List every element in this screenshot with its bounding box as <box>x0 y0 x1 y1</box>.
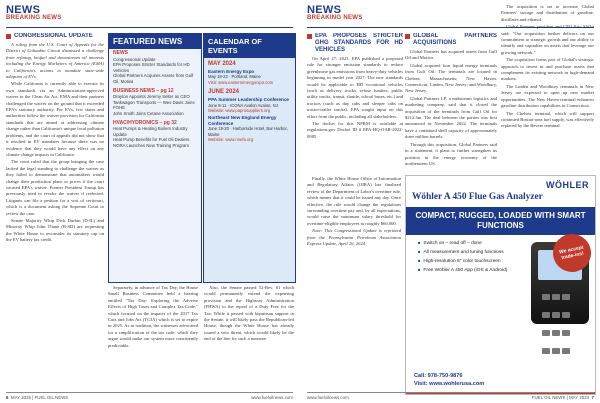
ad-feature: ■ Free Wöhler A 450 App (iOS & Android) <box>418 266 595 275</box>
event-name: PPA Summer Leadership Conference <box>208 97 289 103</box>
headline-bullet-icon <box>6 34 11 39</box>
global-partners-article <box>405 33 497 173</box>
bottom-column <box>108 285 198 350</box>
article-paragraph: Global Partners LP, a midstream logistics and marketing company, said that it closed the acquisition of the terminals from Gulf Oil for $212.3m. The deal between the parties was first announced in November 2022. The terminals have a combined shell capacity of approximately three million barrels. <box>405 95 497 140</box>
article-paragraph: The acquisition forms part of Global's strategic approach to invest in and purchase assets that complement its existing network in high-demand markets. <box>501 57 594 82</box>
footer-publication: FUEL OIL NEWS <box>34 395 69 400</box>
ad-feature: ■ All measurement and tuning functions <box>418 248 595 257</box>
wohler-logo: WÖHLER <box>546 180 589 190</box>
right-page-header <box>307 4 363 21</box>
article-paragraph: The acquisition is set to increase Global Partners' storage and distribution of gasoline, distillates and ethanol. <box>501 4 594 22</box>
left-page-header <box>6 4 62 21</box>
footer-url[interactable]: www.fueloilnews.com <box>307 395 349 400</box>
section-title: NEWS <box>6 4 41 16</box>
featured-item[interactable]: John Smith Joins Cetane Association <box>113 110 184 116</box>
subsection-title: BREAKING NEWS <box>6 15 62 21</box>
featured-item[interactable]: Global Partners Acquires Assets from Gulf Oil, Motiva <box>113 73 194 84</box>
wohler-advertisement[interactable] <box>405 175 596 395</box>
footer-date: MAY 2024 <box>568 395 590 400</box>
page-number: 6 <box>6 395 9 400</box>
article-paragraph: A ruling from the U.S. Court of Appeals for the District of Columbia Circuit dismissed a challenge from refining, biofuel and downstream oil interests including the Energy Marketers of America (EMA) to California's actions to mandate state-wide adoption of EVs. <box>6 42 104 80</box>
featured-hvac-section <box>109 119 201 151</box>
calendar-month: JUNE 2024 <box>208 89 240 96</box>
epa-article <box>307 33 403 173</box>
global-partners-continued <box>501 4 594 172</box>
article-note: Note: This Congressional Update is reprinted from the Pennsylvania Petroleum Association Express Update, April 16, 2024. <box>307 228 401 247</box>
calendar-event <box>204 96 295 114</box>
featured-item[interactable]: Drayton Appoints Jeremy Selter as CEO <box>113 94 190 100</box>
device-keypad <box>541 288 579 314</box>
featured-item[interactable]: Tankwagon Transports — Wes Davis Joins FOHE <box>113 99 195 111</box>
featured-news-title: FEATURED NEWS <box>109 34 201 49</box>
headline-bullet-icon <box>405 34 410 39</box>
event-link[interactable]: Website: www.nnefa.org <box>208 137 254 143</box>
event-name: Eastern Energy Expo <box>208 69 255 74</box>
article-paragraph: Global Partners president and CEO Eric Slifka said: "Our acquisition further delivers on our commitment to strategic growth and our ability to identify and capitalize on assets that leverage our growing network." <box>501 24 594 55</box>
calendar-of-events-box <box>203 33 296 283</box>
ad-banner: COMPACT, RUGGED, LOADED WITH SMART FUNCTIONS <box>406 207 595 235</box>
ad-contact <box>414 372 484 388</box>
header-rule <box>6 27 293 28</box>
article-paragraph: Separately, in advance of Tax Day, the House Small Business Committee held a hearing entitled "Tax Day: Exploring the Adverse Effects of High Taxes and Complex Tax Code," which focused on the impacts of the 2017 Tax Cuts and Jobs Act (TCJA) which is set to expire in 2025. As in tradition, the witnesses advocated for a simplification of the tax code, which they argue would make our system more consistently predictable. <box>108 285 198 348</box>
article-paragraph: The docket for this NPRM is available at regulations.gov Docket ID # EPA-HQ-OAR-2022-0985. <box>307 121 403 139</box>
calendar-month: MAY 2024 <box>208 61 236 67</box>
article-paragraph: While California is currently able to execute its own standards via an Administration-approved waiver to the Clean Air Act, EMA and their partners challenged the waiver on the ground that it exceeded EPA's statutory authority. For EVs, few states and authorities follow the waiver provision for California standards that are aimed at addressing climate change rather than California's unique local pollution problems, and the court of appeals did not show that it resulted in EV mandates because there was no evidence that they would have any effect on any climate change impacts in California. <box>6 81 104 157</box>
epa-article-continued <box>307 176 401 390</box>
subsection-title: BREAKING NEWS <box>307 15 363 21</box>
article-paragraph: Senate Majority Whip Dick Durbin (D-IL) and Minority Whip John Thune (R-SD) are requesting the White House to reconsider its statutory cap on the EV battery tax credit. <box>6 217 104 243</box>
event-name: Northeast New England Energy Conference <box>208 115 277 126</box>
featured-item[interactable]: Heat Pump Benefits for Fuel Oil Dealers <box>113 137 190 143</box>
section-title: NEWS <box>307 4 342 16</box>
ad-feature: ■ Switch on – read off – done <box>418 239 595 248</box>
event-details: June 19-20 · Harborside Hotel, Bar Harbor, Maine <box>208 126 288 137</box>
left-page <box>0 0 299 403</box>
featured-section-label: BUSINESS NEWS – pg 12 <box>113 87 174 94</box>
event-details: June 8-11 · ICONA Avalon Avalon, NJ <box>208 102 278 108</box>
article-paragraph: Also, the Senate passed 52-Rev. 61 which would permanently extend the expensing provision and the Highway Administration (FHWA) to the repeal of a Duty Free for the Tax. While it passed with bipartisan support in the Senate, it will likely pass the Republican-led House, though the White House has already issued a veto threat, which would likely be the end of the line for such a measure. <box>204 285 294 342</box>
right-page <box>301 0 600 403</box>
article-paragraph: Through this acquisition, Global Partners said in a statement, it plans to further strengthen its position in the energy economy of the northeastern US. <box>405 141 497 166</box>
article-paragraph: Finally, the White House Office of Information and Regulatory Affairs (OIRA) has finalized review of the Department of Labor's overtime rule, which means that it could be issued any day. Once effective, the rule would change the regulations surrounding overtime pay and, by all expectations, would raise the minimum salary threshold for overtime-eligible employees to roughly $60,000. <box>307 176 401 226</box>
event-details: May 19-22 · Portland, Maine <box>208 74 261 80</box>
featured-section-label: NEWS <box>113 50 128 56</box>
ad-title: Wöhler A 450 Flue Gas Analyzer <box>412 192 543 202</box>
headline-bullet-icon <box>307 34 312 39</box>
congressional-update-article <box>6 33 104 393</box>
article-headline: EPA PROPOSES STRICTER GHG STANDARDS FOR HD VEHICLES <box>307 33 403 54</box>
ad-website[interactable]: Visit: www.wohlerusa.com <box>414 381 485 387</box>
ad-phone[interactable]: Call: 978-750-9876 <box>414 373 463 379</box>
page-number: 7 <box>591 395 594 400</box>
article-paragraph: On April 27, 2023, EPA published a proposed rule for stronger emission standards to reduce greenhouse gas emissions from heavy-duty vehicles beginning in model year 2027. The new standards would be applicable to HD vocational vehicles (such as delivery trucks, refuse haulers, public utility trucks, transit, shuttle, school buses, etc.) and tractors (such as day cabs and sleeper cabs on tractor-trailer trucks). EPA sought input on this effort from the public, including all stakeholders. <box>307 56 403 119</box>
left-page-footer <box>6 392 293 400</box>
featured-business-section <box>109 87 201 119</box>
article-headline: CONGRESSIONAL UPDATE <box>6 33 104 40</box>
article-paragraph: The Linden and Woodbury terminals in New Jersey are expected to open up new market opportunities. The New Haven terminal enhances gasoline distribution capabilities in Connecticut. <box>501 83 594 109</box>
featured-item[interactable]: EPA Proposes Stricter Standards for HD Vehicles <box>113 62 190 73</box>
article-paragraph: Global acquired four liquid energy terminals from Gulf Oil. The terminals are located in Chelsea, Massachusetts; New Haven, Connecticut; Linden, New Jersey; and Woodbury, New Jersey. <box>405 62 497 94</box>
article-headline: GLOBAL PARTNERS ACQUISITIONS <box>405 33 497 47</box>
calendar-event <box>204 114 295 143</box>
featured-section-label: HVAC/HYDRONICS – pg 32 <box>113 119 177 126</box>
trade-in-seal: We accept trade-ins! <box>549 230 594 275</box>
footer-left: 6 MAY 2025 | FUEL OIL NEWS <box>6 395 69 400</box>
featured-item[interactable]: Congressional Update <box>113 56 156 62</box>
featured-news-section <box>109 49 201 87</box>
article-paragraph: The court ruled that the group bringing the case lacked the legal standing to challenge the waiver as they failed to demonstrate that automakers would change their production plans or prices if the court vacated EPA's waiver. Former President Trump has previously tried to revoke the waiver if reelected. Litigants can file a petition for a writ of certiorari, which is a document asking the Supreme Court to review the case. <box>6 159 104 216</box>
article-paragraph: The Chelsea terminal, which will support continued Boston-area fuel supply, was effectively replaced by the Revere terminal. <box>501 110 594 129</box>
calendar-title: CALENDAR OF EVENTS <box>204 34 295 58</box>
featured-item[interactable]: Heat Pumps & Heating Boilers Industry Update <box>113 126 188 137</box>
ad-feature: ■ High-resolution 5" color touchscreen <box>418 257 595 266</box>
event-link[interactable]: Visit: www.easternenergyexpo.com <box>208 79 274 85</box>
article-paragraph: Global Partners has acquired assets from Gulf Oil and Motiva. <box>405 49 497 61</box>
footer-publication: FUEL OIL NEWS <box>531 395 566 400</box>
event-link[interactable]: Website: www.paprosuppliers.org <box>208 108 271 114</box>
footer-url[interactable]: www.fueloilnews.com <box>251 395 293 400</box>
bottom-column <box>204 285 294 344</box>
featured-news-box <box>108 33 202 283</box>
footer-right: FUEL OIL NEWS | MAY 2024 7 <box>531 395 594 400</box>
featured-item[interactable]: NORA Launches New Training Program <box>113 142 189 148</box>
right-page-footer <box>307 392 594 400</box>
footer-date: MAY 2025 <box>10 395 32 400</box>
calendar-event <box>204 68 295 86</box>
